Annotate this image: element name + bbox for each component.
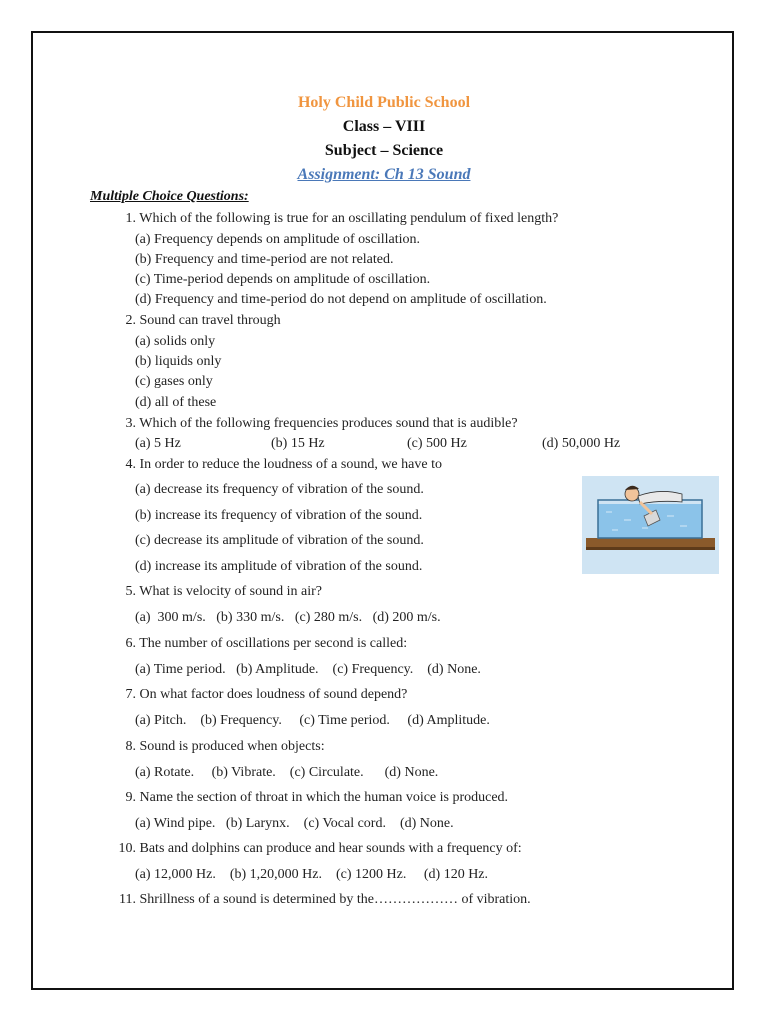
q3-option-b: (b) 15 Hz <box>271 436 325 451</box>
q1-option-b: (b) Frequency and time-period are not related. <box>135 252 394 267</box>
q3-option-d: (d) 50,000 Hz <box>542 436 621 451</box>
q2-option-c: (c) gases only <box>135 374 213 389</box>
q4-option-c: (c) decrease its amplitude of vibration of the sound. <box>135 533 424 548</box>
q2-option-a: (a) solids only <box>135 334 216 349</box>
q1-option-c: (c) Time-period depends on amplitude of oscillation. <box>135 272 431 287</box>
question-10: 10. Bats and dolphins can produce and hear sounds with a frequency of: <box>118 841 522 856</box>
class-line: Class – VIII <box>342 118 426 135</box>
q4-option-d: (d) increase its amplitude of vibration of the sound. <box>135 559 423 574</box>
q4-option-b: (b) increase its frequency of vibration of the sound. <box>135 508 423 523</box>
section-title: Multiple Choice Questions: <box>90 189 249 204</box>
assignment-title: Assignment: Ch 13 Sound <box>297 166 471 183</box>
question-6: 6. The number of oscillations per second is called: <box>125 636 408 651</box>
q10-options: (a) 12,000 Hz. (b) 1,20,000 Hz. (c) 1200 Hz. (d) 120 Hz. <box>135 867 489 882</box>
boy-hitting-bell-in-water-tank-icon <box>582 476 719 574</box>
q7-options: (a) Pitch. (b) Frequency. (c) Time period. (d) Amplitude. <box>135 713 490 728</box>
question-9: 9. Name the section of throat in which the human voice is produced. <box>125 790 509 805</box>
q2-option-d: (d) all of these <box>135 395 217 410</box>
question-4: 4. In order to reduce the loudness of a sound, we have to <box>125 457 442 472</box>
subject-line: Subject – Science <box>324 142 444 159</box>
question-7: 7. On what factor does loudness of sound depend? <box>125 687 408 702</box>
question-1: 1. Which of the following is true for an oscillating pendulum of fixed length? <box>125 211 559 226</box>
question-5: 5. What is velocity of sound in air? <box>125 584 322 599</box>
q8-options: (a) Rotate. (b) Vibrate. (c) Circulate. (d) None. <box>135 765 439 780</box>
question-3: 3. Which of the following frequencies produces sound that is audible? <box>125 416 518 431</box>
q5-options: (a) 300 m/s. (b) 330 m/s. (c) 280 m/s. (d) 200 m/s. <box>135 610 441 625</box>
q9-options: (a) Wind pipe. (b) Larynx. (c) Vocal cord. (d) None. <box>135 816 454 831</box>
q3-option-a: (a) 5 Hz <box>135 436 181 451</box>
q4-option-a: (a) decrease its frequency of vibration of the sound. <box>135 482 424 497</box>
q1-option-d: (d) Frequency and time-period do not depend on amplitude of oscillation. <box>135 292 547 307</box>
q6-options: (a) Time period. (b) Amplitude. (c) Frequency. (d) None. <box>135 662 481 677</box>
question-11: 11. Shrillness of a sound is determined by the……………… of vibration. <box>119 892 531 907</box>
q1-option-a: (a) Frequency depends on amplitude of oscillation. <box>135 232 420 247</box>
question-8: 8. Sound is produced when objects: <box>125 739 325 754</box>
q3-option-c: (c) 500 Hz <box>407 436 467 451</box>
q2-option-b: (b) liquids only <box>135 354 222 369</box>
school-name: Holy Child Public School <box>297 94 471 111</box>
question-2: 2. Sound can travel through <box>125 313 281 328</box>
